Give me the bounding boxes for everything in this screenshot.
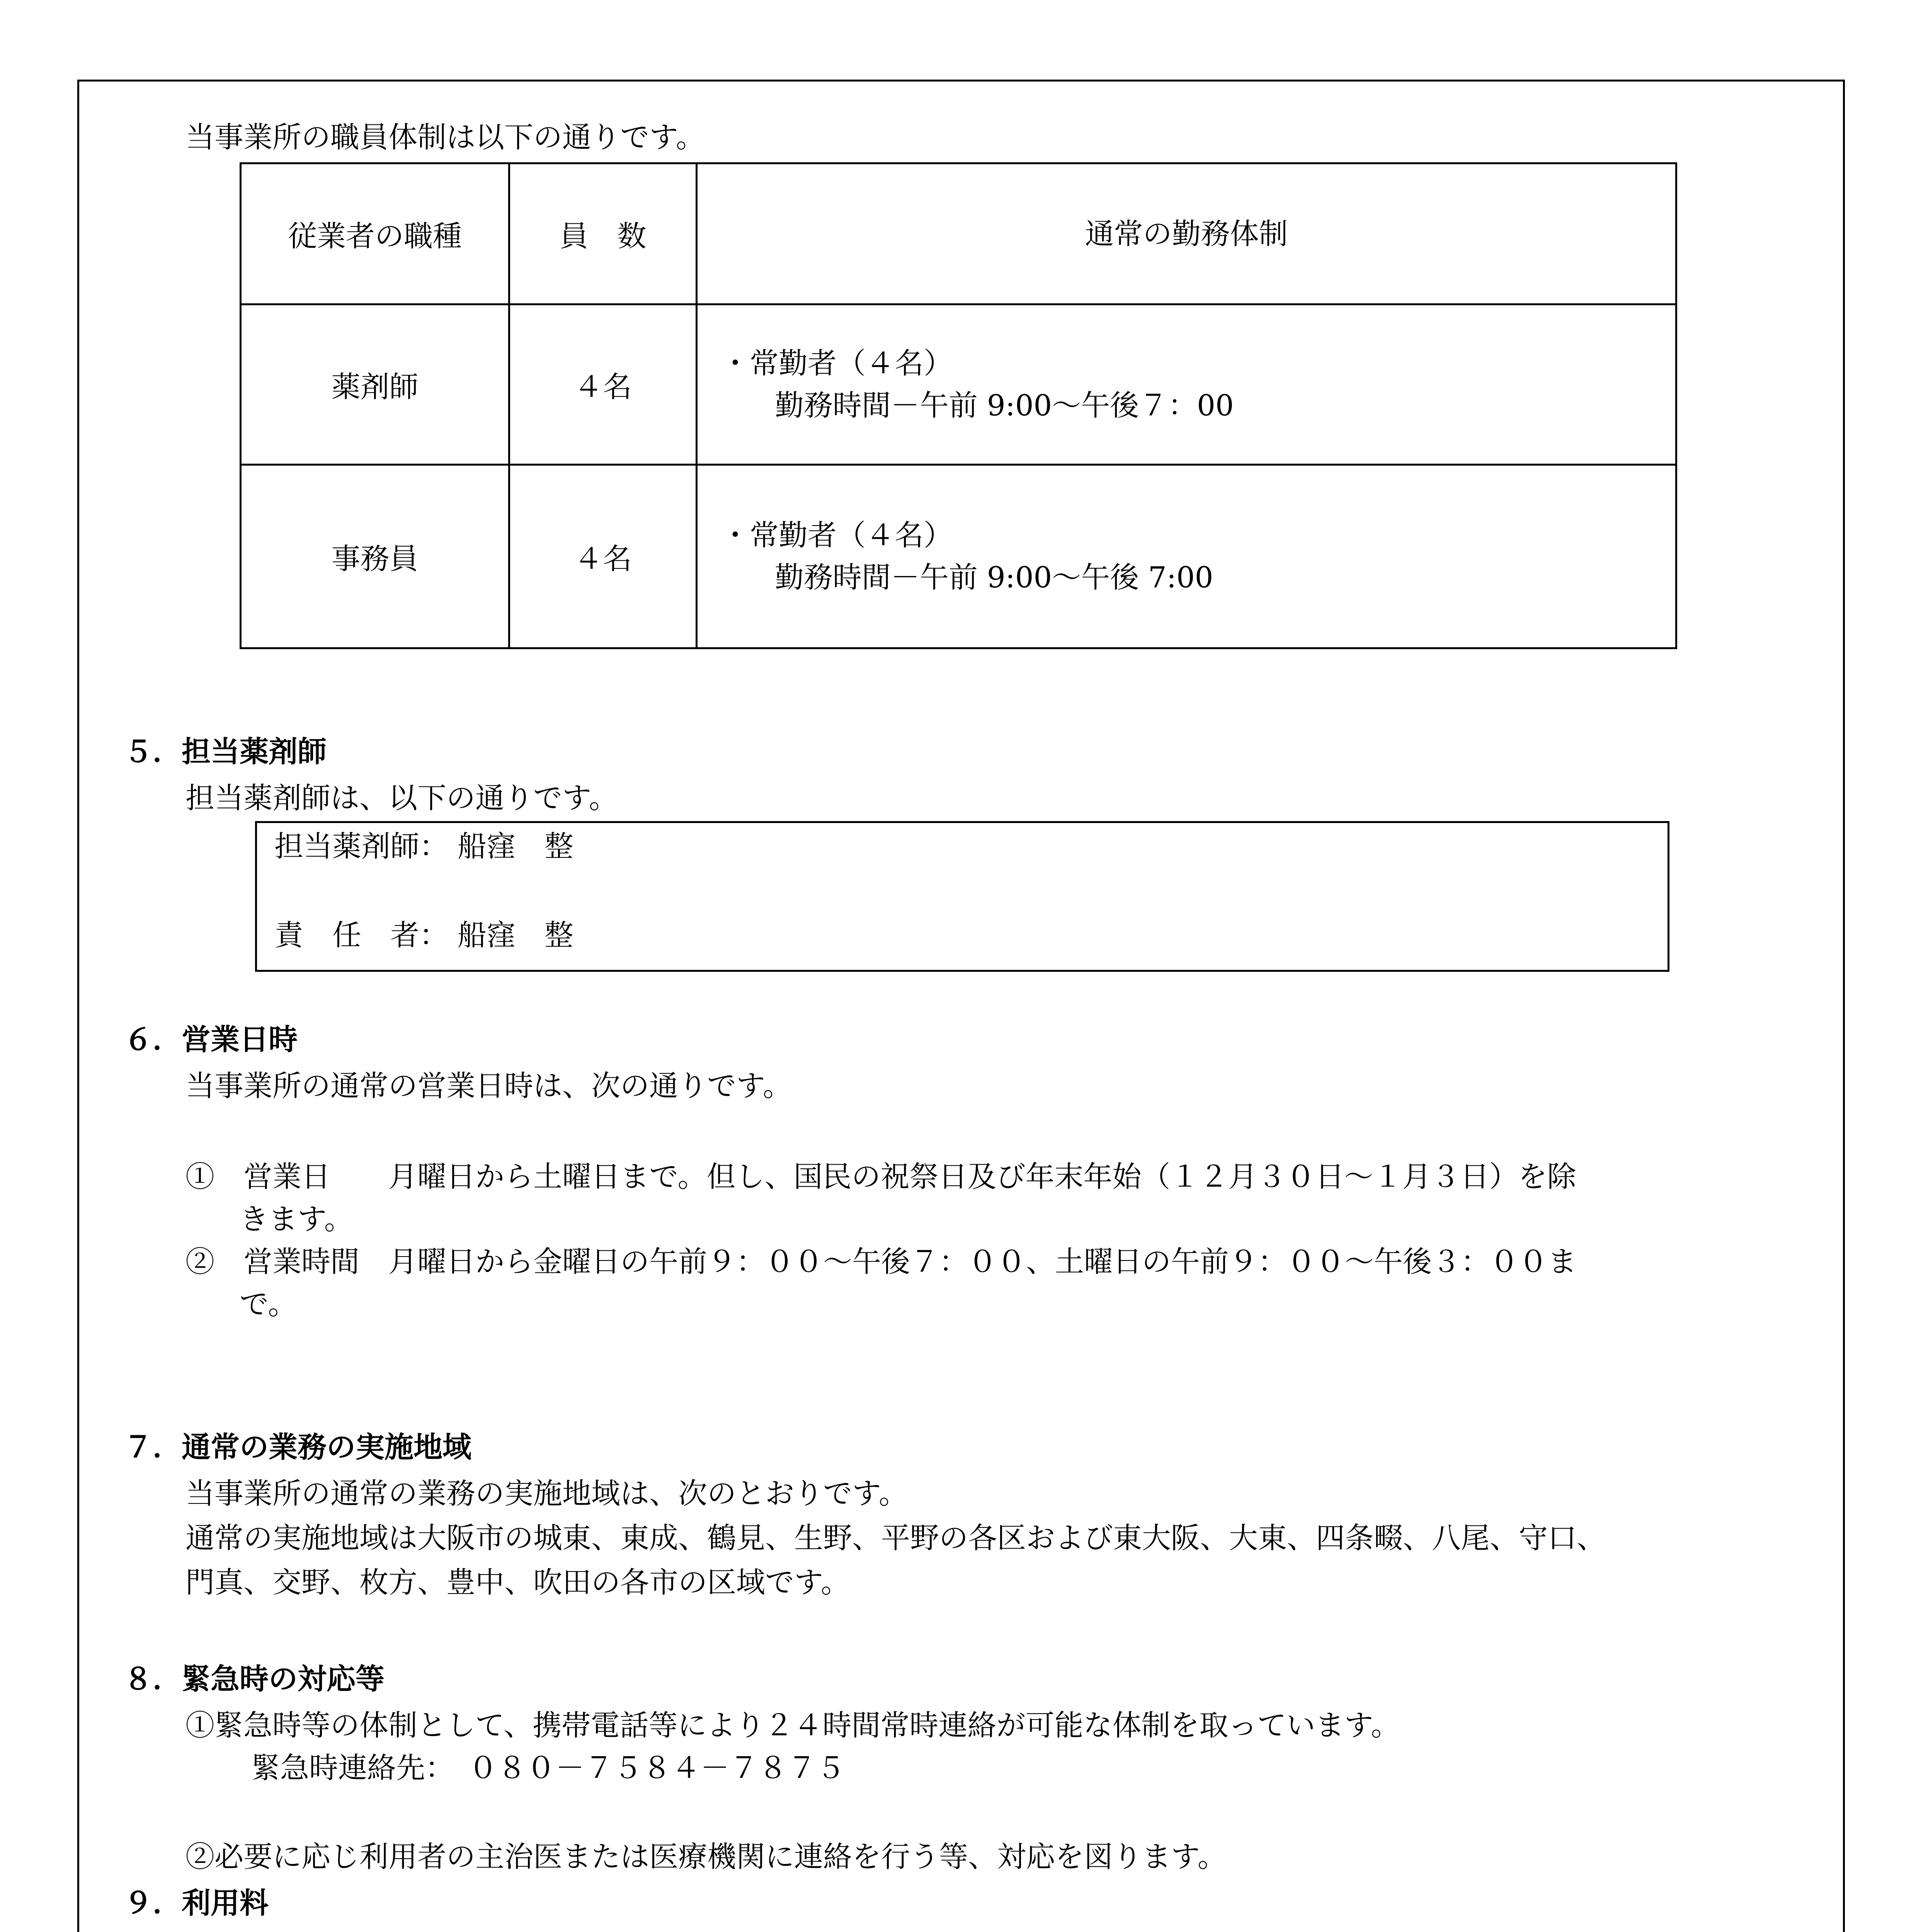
schedule-cell [697, 304, 1676, 465]
role-cell: 事務員 [241, 465, 509, 648]
emergency-system-line: ①緊急時等の体制として、携帯電話等により２４時間常時連絡が可能な体制を取っています。 [185, 1708, 1400, 1742]
emergency-response-line: ②必要に応じ利用者の主治医または医療機関に連絡を行う等、対応を図ります。 [185, 1840, 1227, 1874]
table-row [241, 465, 1676, 648]
schedule-hours: 勤務時間－午前 9:00～午後 7:00 [775, 560, 1213, 594]
section-6-intro: 当事業所の通常の営業日時は、次の通りです。 [185, 1069, 792, 1103]
header-cell: 通常の勤務体制 [697, 163, 1676, 304]
header-cell: 員 数 [509, 163, 697, 304]
pharmacist-line: 担当薬剤師： 船窪 整 [274, 829, 573, 863]
table-row [241, 304, 1676, 465]
schedule-cell [697, 465, 1676, 648]
section-5-intro: 担当薬剤師は、以下の通りです。 [185, 781, 618, 815]
section-7-heading: ７．通常の業務の実施地域 [124, 1430, 472, 1464]
count-cell: ４名 [509, 465, 697, 648]
header-cell: 従業者の職種 [241, 163, 509, 304]
section-7-line: 通常の実施地域は大阪市の城東、東成、鶴見、生野、平野の各区および東大阪、大東、四条畷、八尾、守口、 [185, 1521, 1606, 1555]
staff-table [240, 162, 1677, 649]
table-header-row [241, 163, 1676, 304]
staff-intro: 当事業所の職員体制は以下の通りです。 [185, 120, 705, 154]
manager-line: 責 任 者： 船窪 整 [274, 918, 573, 952]
section-7-line: 門真、交野、枚方、豊中、吹田の各市の区域です。 [185, 1565, 850, 1599]
schedule-line: ・常勤者（４名） [721, 518, 953, 553]
schedule-line: ・常勤者（４名） [721, 346, 953, 381]
business-days-cont: きます。 [240, 1202, 354, 1236]
role-cell: 薬剤師 [241, 304, 509, 465]
section-8-heading: ８．緊急時の対応等 [124, 1662, 385, 1696]
section-5-heading: ５．担当薬剤師 [124, 735, 327, 769]
emergency-contact: 緊急時連絡先： ０８０－７５８４－７８７５ [251, 1751, 846, 1785]
business-days-line: ① 営業日 月曜日から土曜日まで。但し、国民の祝祭日及び年末年始（１２月３０日～１月３日）を除 [185, 1160, 1576, 1194]
business-hours-cont: で。 [240, 1287, 297, 1321]
count-cell: ４名 [509, 304, 697, 465]
section-7-line: 当事業所の通常の業務の実施地域は、次のとおりです。 [185, 1476, 908, 1510]
section-9-heading: ９．利用料 [124, 1886, 269, 1920]
section-6-heading: ６．営業日時 [124, 1022, 298, 1056]
schedule-hours: 勤務時間－午前 9:00～午後７：00 [775, 388, 1234, 422]
business-hours-line: ② 営業時間 月曜日から金曜日の午前９：００～午後７：００、土曜日の午前９：００～午後３：００ま [185, 1245, 1577, 1279]
